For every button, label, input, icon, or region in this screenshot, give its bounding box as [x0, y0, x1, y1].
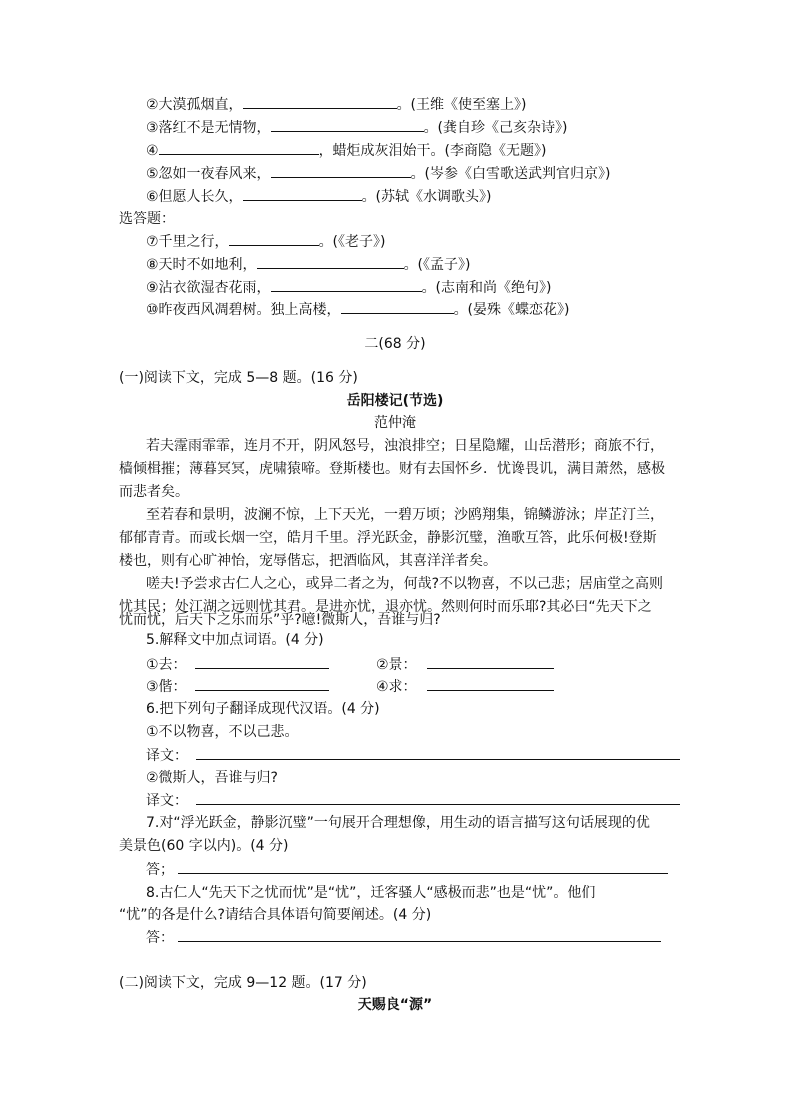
fill-in-item-2: [146, 94, 527, 114]
item-source: 。(志南和尚《绝句》): [421, 280, 552, 296]
answer-blank[interactable]: [243, 186, 362, 201]
item-text: ⑧天时不如地利，: [146, 257, 257, 273]
q5-item-1: [146, 654, 329, 674]
passage2-title: 天赐良“源”: [357, 997, 433, 1013]
item-text: ⑤忽如一夜春风来，: [146, 166, 271, 182]
item-text: ③落红不是无情物，: [146, 120, 271, 136]
question-8-cont: “忧”的各是什么?请结合具体语句简要阐述。(4 分): [119, 907, 432, 923]
passage-line: 樯倾楫摧；薄暮冥冥，虎啸猿啼。登斯楼也。财有去国怀乡．忧谗畏讥，满目萧然，感极: [119, 461, 665, 477]
item-text: ②大漠孤烟直，: [146, 97, 243, 113]
passage-line: 至若春和景明，波澜不惊，上下天光，一碧万顷；沙鸥翔集，锦鳞游泳；岸芷汀兰，: [146, 507, 664, 523]
answer-blank[interactable]: [159, 140, 319, 155]
optional-item-7: [146, 231, 386, 251]
item-source: 。(《老子》): [318, 234, 386, 250]
question-5: 5.解释文中加点词语。(4 分): [146, 632, 324, 648]
item-text: ⑩昨夜西风凋碧树。独上高楼，: [146, 302, 341, 318]
answer-blank[interactable]: [271, 117, 424, 132]
answer-blank[interactable]: [243, 94, 397, 109]
passage-line: 忧其民；处江湖之远则忧其君。是进亦忧，退亦忧。然则何时而乐耶?其必曰“先天下之: [119, 599, 652, 615]
optional-item-9: [146, 277, 552, 297]
item-label: ④求：: [376, 679, 417, 695]
item-text: ④: [146, 143, 159, 159]
item-label: ①去：: [146, 657, 187, 673]
answer-blank[interactable]: [178, 859, 668, 874]
passage-line: 楼也，则有心旷神怡，宠辱偕忘，把酒临风，其喜洋洋者矣。: [119, 553, 497, 569]
fill-in-item-3: [146, 117, 568, 137]
question-6: 6.把下列句子翻译成现代汉语。(4 分): [146, 701, 380, 717]
q6-sentence-1: ①不以物喜，不以己悲。: [146, 724, 299, 740]
section-title: 二(68 分): [364, 336, 426, 352]
item-label: ②景：: [376, 657, 417, 673]
item-source: 。(苏轼《水调歌头》): [361, 189, 492, 205]
answer-blank[interactable]: [427, 676, 554, 691]
question-8: 8.古仁人“先天下之忧而忧”是“忧”，迁客骚人“感极而悲”也是“忧”。他们: [146, 885, 596, 901]
answer-label: 答；: [146, 862, 174, 878]
passage-line: 若夫霪雨霏霏，连月不开，阴风怒号，浊浪排空；日星隐耀，山岳潜形；商旅不行，: [146, 438, 664, 454]
passage-author: 范仲淹: [374, 415, 416, 431]
answer-blank[interactable]: [196, 790, 680, 805]
part1-instruction: (一)阅读下文，完成 5—8 题。(16 分): [119, 370, 358, 386]
q6-sentence-2: ②微斯人，吾谁与归?: [146, 770, 278, 786]
answer-blank[interactable]: [196, 745, 680, 760]
answer-blank[interactable]: [195, 676, 329, 691]
passage-title: 岳阳楼记(节选): [346, 393, 444, 409]
passage-line: 嗟夫!予尝求古仁人之心，或异二者之为，何哉?不以物喜，不以己悲；居庙堂之高则: [146, 576, 664, 592]
fill-in-item-6: [146, 186, 492, 206]
item-text: ⑥但愿人长久，: [146, 189, 243, 205]
item-source: 。(岑参《白雪歌送武判官归京》): [410, 166, 611, 182]
item-source: ，蜡炬成灰泪始干。(李商隐《无题》): [318, 143, 547, 159]
fill-in-item-5: [146, 163, 611, 183]
optional-item-10: [146, 299, 570, 319]
q5-item-2: [376, 654, 554, 674]
optional-item-8: [146, 254, 471, 274]
translation-label: 译文：: [146, 793, 188, 809]
answer-blank[interactable]: [271, 163, 411, 178]
question-7-cont: 美景色(60 字以内)。(4 分): [119, 838, 289, 854]
answer-blank[interactable]: [341, 299, 454, 314]
passage-line: 而悲者矣。: [119, 484, 189, 500]
answer-blank[interactable]: [229, 231, 319, 246]
answer-label: 答：: [146, 930, 174, 946]
answer-blank[interactable]: [257, 254, 404, 269]
part2-instruction: (二)阅读下文，完成 9—12 题。(17 分): [119, 975, 367, 991]
item-text: ⑨沾衣欲湿杏花雨，: [146, 280, 271, 296]
passage-line: 郁郁青青。而或长烟一空，皓月千里。浮光跃金，静影沉璧，渔歌互答，此乐何极!登斯: [119, 530, 657, 546]
q5-item-4: [376, 676, 554, 696]
translation-label: 译文：: [146, 748, 188, 764]
item-label: ③偕：: [146, 679, 187, 695]
passage-line: 忧而忧，后天下之乐而乐”乎?噫!微斯人，吾谁与归?: [119, 612, 441, 628]
item-text: ⑦千里之行，: [146, 234, 229, 250]
question-7: 7.对“浮光跃金，静影沉璧”一句展开合理想像，用生动的语言描写这句话展现的优: [146, 815, 650, 831]
answer-blank[interactable]: [195, 654, 329, 669]
item-source: 。(《孟子》): [403, 257, 471, 273]
q7-answer: [146, 859, 668, 879]
answer-blank[interactable]: [271, 277, 422, 292]
item-source: 。(王维《使至塞上》): [396, 97, 527, 113]
q6-translation-1: [146, 745, 680, 765]
fill-in-item-4: [146, 140, 547, 160]
item-source: 。(龚自珍《己亥杂诗》): [423, 120, 568, 136]
q6-translation-2: [146, 790, 680, 810]
answer-blank[interactable]: [178, 927, 661, 942]
q5-item-3: [146, 676, 329, 696]
answer-blank[interactable]: [427, 654, 554, 669]
q8-answer: [146, 927, 661, 947]
item-source: 。(晏殊《蝶恋花》): [453, 302, 570, 318]
optional-label: 选答题：: [119, 211, 175, 227]
